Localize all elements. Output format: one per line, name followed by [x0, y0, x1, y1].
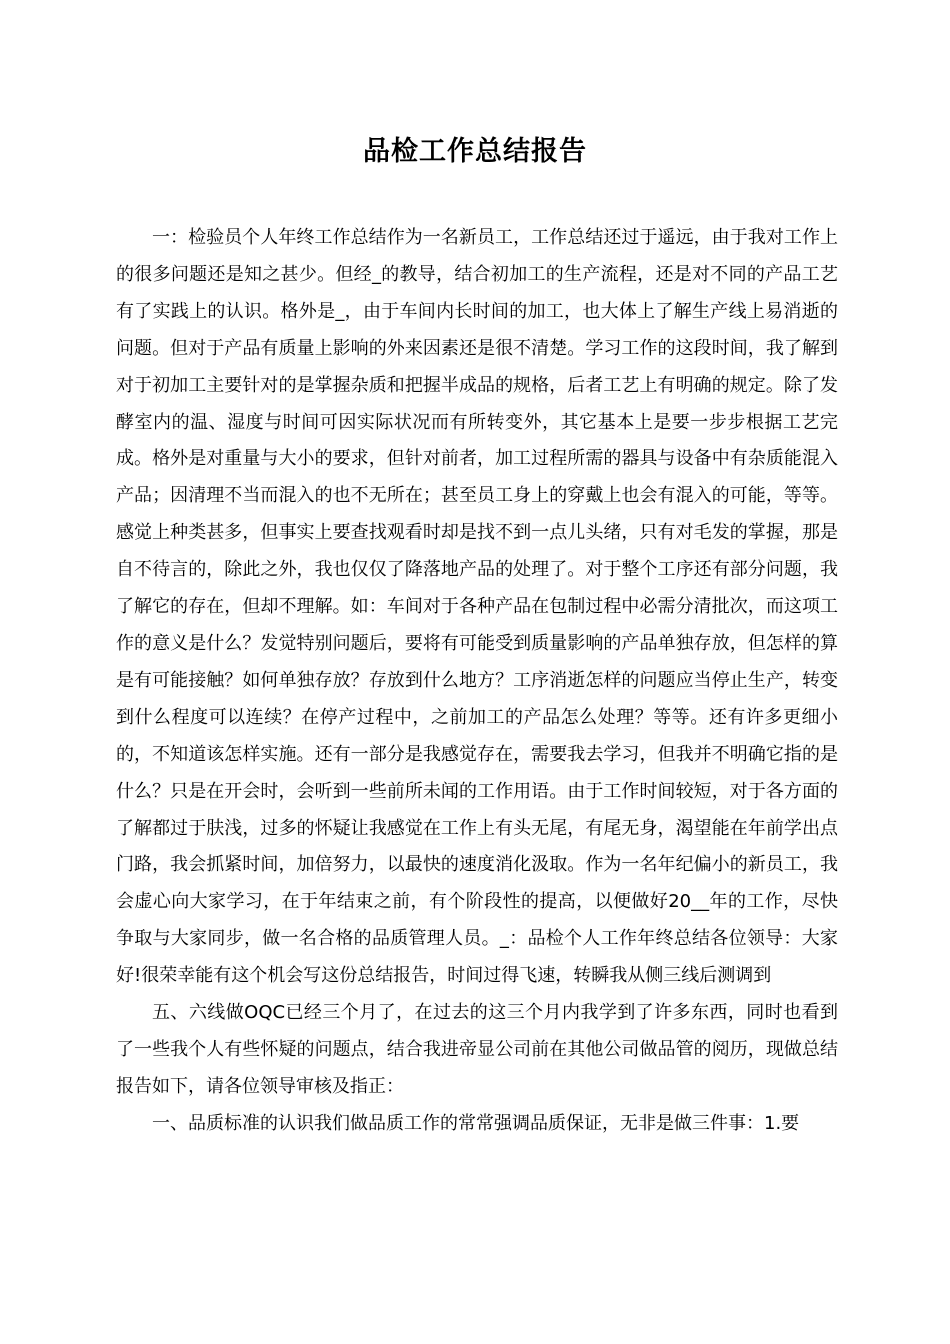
paragraph: 一：检验员个人年终工作总结作为一名新员工，工作总结还过于遥远，由于我对工作上的很多问题还是知之甚少。但经_的教导，结合初加工的生产流程，还是对不同的产品工艺有了实践上的认识。格外是_，由于车间内长时间的加工，也大体上了解生产线上易消逝的问题。但对于产品有质量上影响的外来因素还是很不清楚。学习工作的这段时间，我了解到对于初加工主要针对的是掌握杂质和把握半成品的规格，后者工艺上有明确的规定。除了发酵室内的温、湿度与时间可因实际状况而有所转变外，其它基本上是要一步步根据工艺完成。格外是对重量与大小的要求，但针对前者，加工过程所需的器具与设备中有杂质能混入产品；因清理不当而混入的也不无所在；甚至员工身上的穿戴上也会有混入的可能，等等。感觉上种类甚多，但事实上要查找观看时却是找不到一点儿头绪，只有对毛发的掌握，那是自不待言的，除此之外，我也仅仅了降落地产品的处理了。对于整个工序还有部分问题，我了解它的存在，但却不理解。如：车间对于各种产品在包制过程中必需分清批次，而这项工作的意义是什么？发觉特别问题后，要将有可能受到质量影响的产品单独存放，但怎样的算是有可能接触？如何单独存放？存放到什么地方？工序消逝怎样的问题应当停止生产，转变到什么程度可以连续？在停产过程中，之前加工的产品怎么处理？等等。还有许多更细小的，不知道该怎样实施。还有一部分是我感觉存在，需要我去学习，但我并不明确它指的是什么？只是在开会时，会听到一些前所未闻的工作用语。由于工作时间较短，对于各方面的了解都过于肤浅，过多的怀疑让我感觉在工作上有头无尾，有尾无身，渴望能在年前学出点门路，我会抓紧时间，加倍努力，以最快的速度消化汲取。作为一名年纪偏小的新员工，我会虚心向大家学习，在于年结束之前，有个阶段性的提高，以便做好20__年的工作，尽快争取与大家同步，做一名合格的品质管理人员。_：品检个人工作年终总结各位领导：大家好!很荣幸能有这个机会写这份总结报告，时间过得飞速，转瞬我从侧三线后测调到 [116, 227, 838, 987]
paragraph: 五、六线做OQC已经三个月了，在过去的这三个月内我学到了许多东西，同时也看到了一些我个人有些怀疑的问题点，结合我进帝显公司前在其他公司做品管的阅历，现做总结报告如下，请各位领导审核及指正： [116, 1002, 838, 1097]
document-body [116, 220, 838, 1143]
document-title: 品检工作总结报告 [363, 136, 587, 167]
paragraph: 一、品质标准的认识我们做品质工作的常常强调品质保证，无非是做三件事：1.要 [152, 1112, 800, 1134]
